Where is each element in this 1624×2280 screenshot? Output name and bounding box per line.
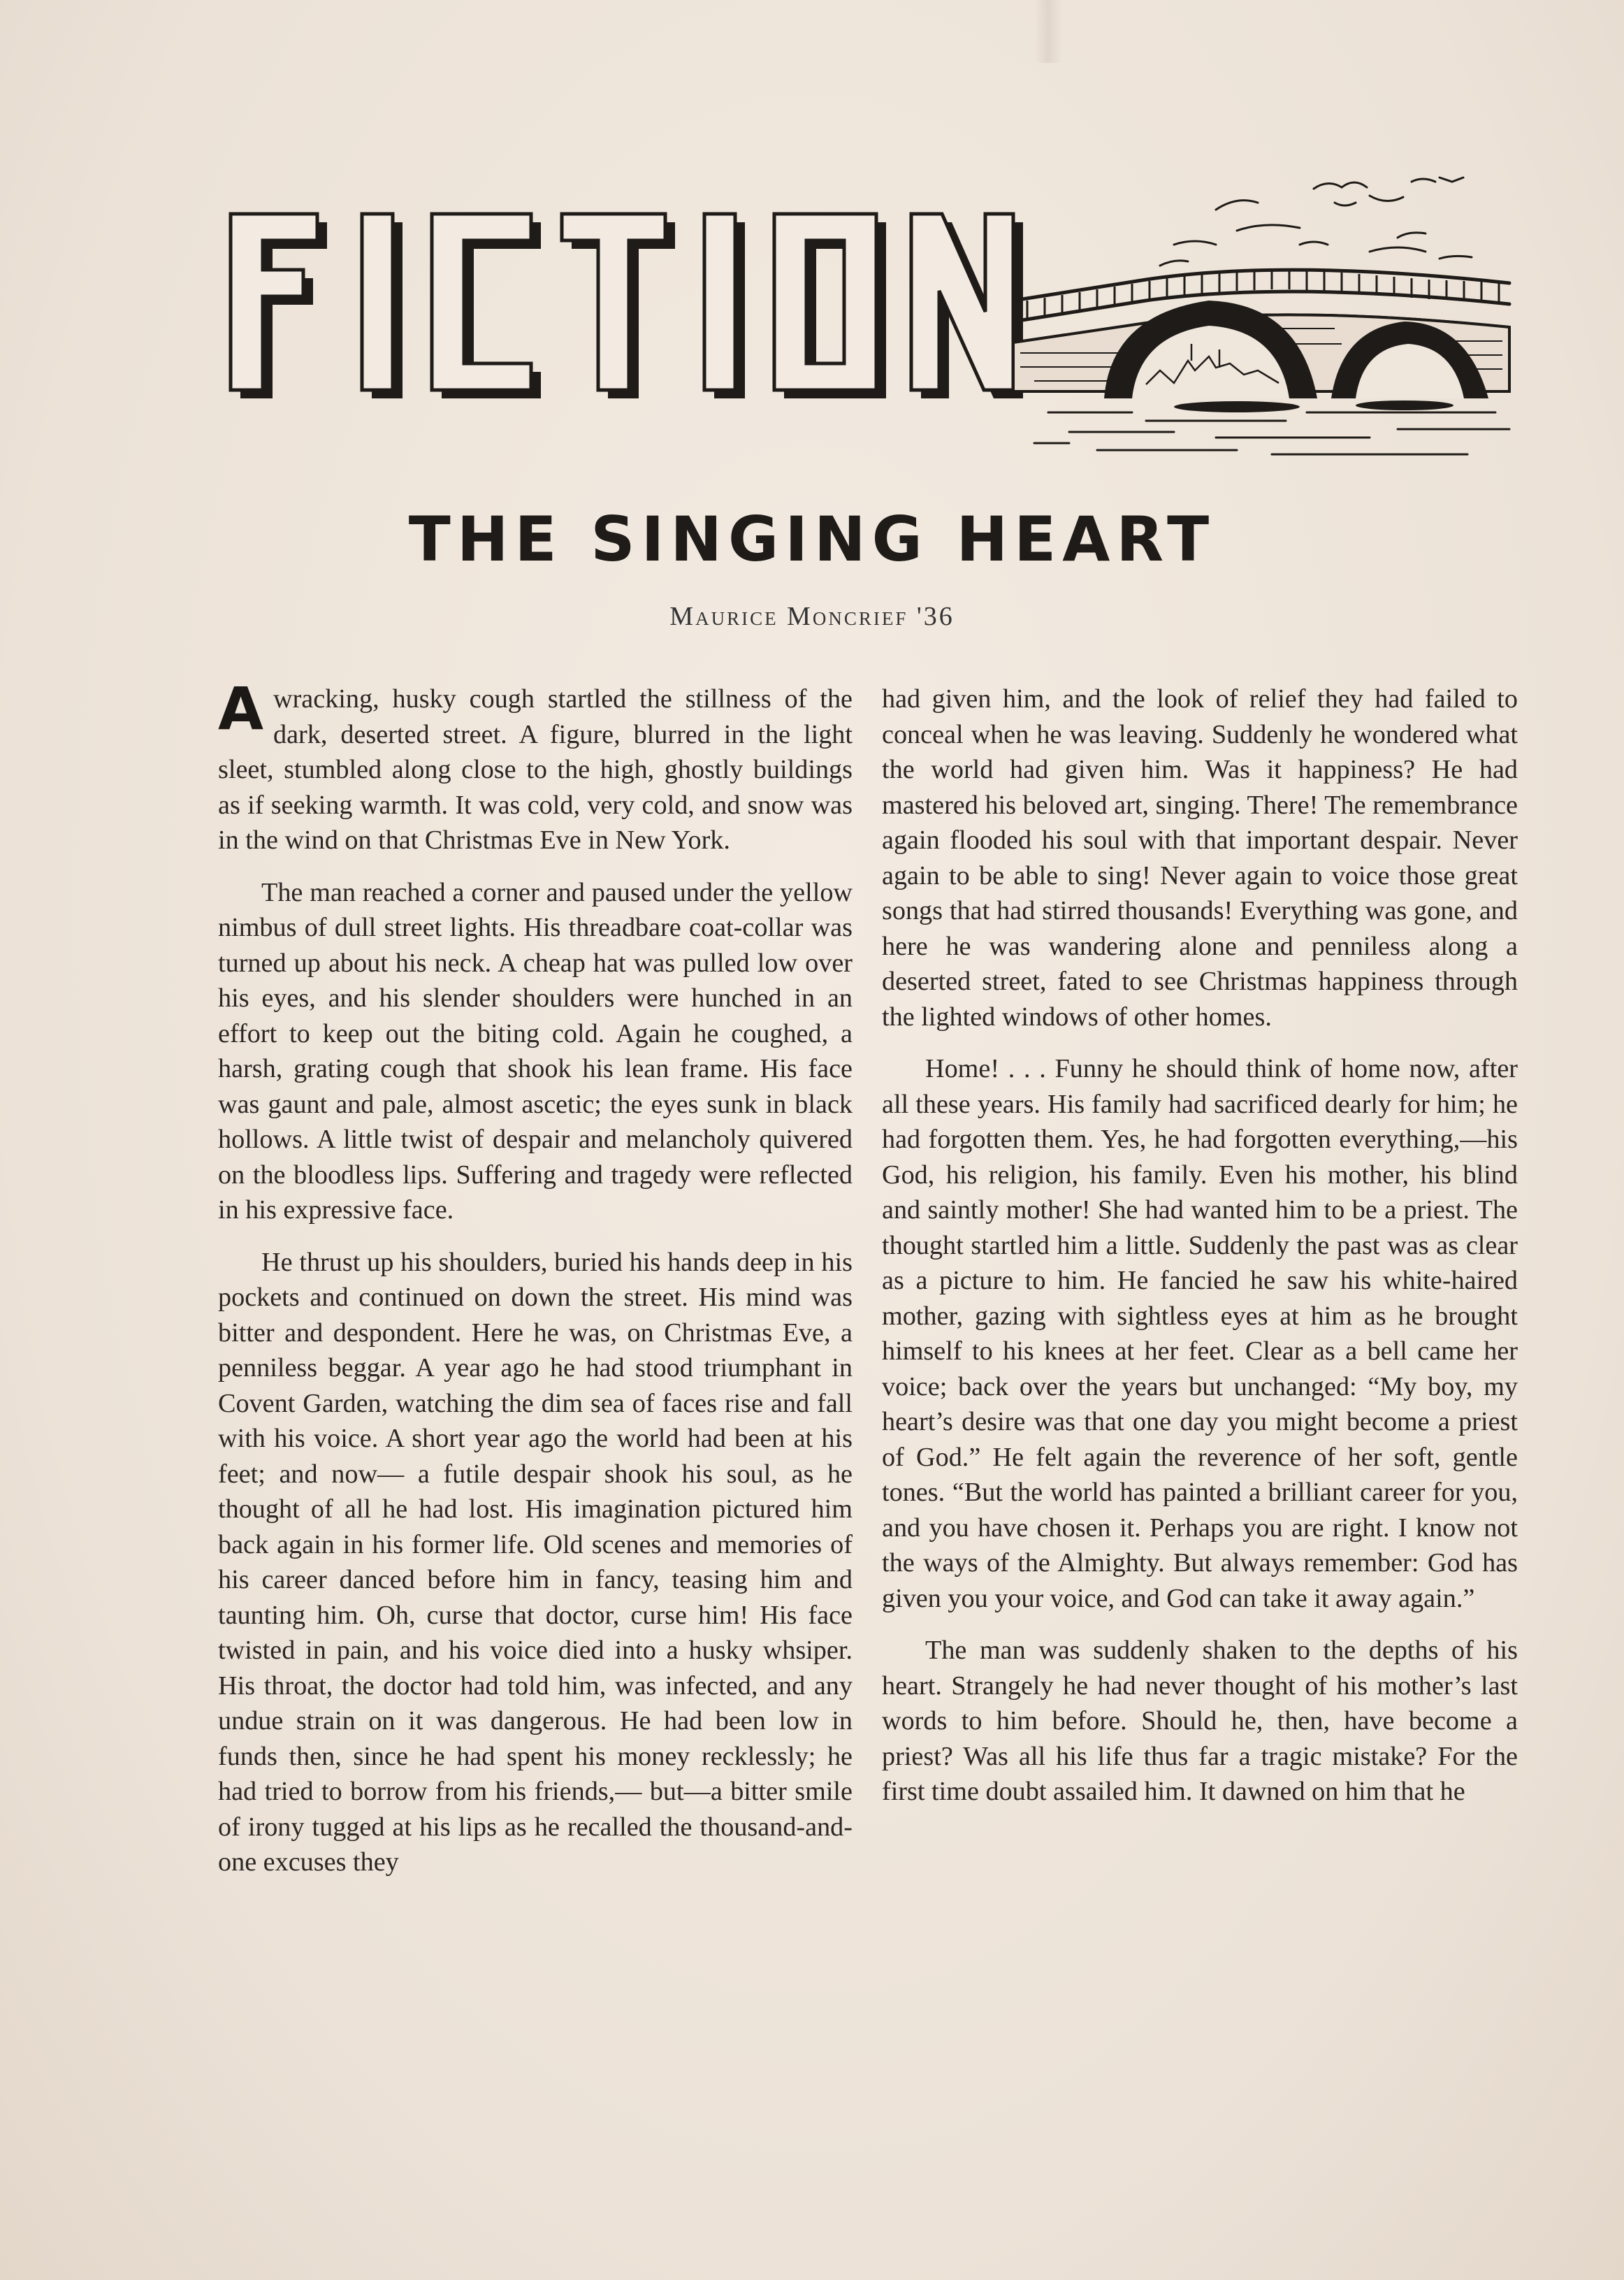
letter-c: [432, 214, 541, 398]
article-column-left: [218, 674, 853, 1880]
paragraph-3: He thrust up his shoulders, buried his hands deep in his pockets and continued on down the street. His mind was bitter and despondent. Here he was, on Christmas Eve, a penniless beggar. A year ago he had stood triumphant in Covent Garden, watching the dim sea of faces rise and fall with his voice. A short year ago the world had been at his feet; and now— a futile despair shook his soul, as he thought of all he had lost. His imagination pictured him back again in his former life. Old scenes and memories of his career danced before him in fancy, teasing him and taunting him. Oh, curse that doctor, curse him! His face twisted in pain, and his voice died into a husky whsiper. His throat, the doctor had told him, was infected, and any undue strain on it was dangerous. He had been low in funds then, since he had spent his money recklessly; he had tried to borrow from his friends,— but—a bitter smile of irony tugged at his lips as he recalled the thousand-and-one excuses they: [218, 1247, 853, 1877]
author-byline: Maurice Moncrief '36: [669, 602, 955, 631]
paragraph-2: The man reached a corner and paused under the yellow nimbus of dull street lights. His threadbare coat-collar was turned up about his neck. A cheap hat was pulled low over his eyes, and his slender shoulders were hunched in an effort to keep out the biting cold. Again he coughed, a harsh, grating cough that shook his lean frame. His face was gaunt and pale, almost ascetic; the eyes sunk in black hollows. A little twist of despair and melancholy quivered on the bloodless lips. Suffering and tragedy were reflected in his expressive face.: [218, 877, 853, 1225]
paper-fold-shadow: [1034, 0, 1062, 63]
letter-i-1: [362, 214, 403, 398]
article-column-right: [882, 681, 1518, 1810]
paragraph-1: [218, 674, 853, 858]
letter-f: [231, 214, 327, 398]
bridge-illustration: [1006, 161, 1523, 478]
section-heading-graphic: [222, 208, 1026, 404]
bridge-drawing: [1006, 161, 1523, 475]
paragraph-4: had given him, and the look of relief they had failed to conceal when he was leaving. Suddenly he wondered what the world had given him. Was it happiness? He had mastered his beloved art, singing. There! The remembrance again flooded his soul with that important despair. Never again to be able to sing! Never again to voice those great songs that had stirred thousands! Everything was gone, and here he was wandering alone and penniless along a deserted street, fated to see Christmas happiness through the lighted windows of other homes.: [882, 684, 1518, 1032]
story-title: THE SINGING HEART: [408, 503, 1216, 575]
paragraph-5: Home! . . . Funny he should think of home now, after all these years. His family had sacrificed dearly for him; he had forgotten them. Yes, he had forgotten everything,—his God, his religion, his family. Even his mother, his blind and saintly mother! She had wanted him to be a priest. The thought startled him a little. Suddenly the past was as clear as a picture to him. He fancied he saw his white-haired mother, gazing with sightless eyes at him as he brought himself to his knees at her feet. Clear as a bell came her voice; back over the years but unchanged: “My boy, my heart’s desire was that one day you might become a priest of God.” He felt again the reverence of her soft, gentle tones. “But the world has painted a brilliant career for you, and you have chosen it. Perhaps you are right. I know not the ways of the Almighty. But always remember: God has given you your voice, and God can take it away again.”: [882, 1054, 1518, 1613]
letter-t: [562, 214, 675, 398]
paragraph-6: The man was suddenly shaken to the depths of his heart. Strangely he had never thought of his mother’s last words to him before. Should he, then, have become a priest? Was all his life thus far a tragic mistake? For the first time doubt assailed him. It dawned on him that he: [882, 1636, 1518, 1806]
drop-cap: A: [218, 674, 264, 743]
paragraph-1-text: wracking, husky cough startled the stillness of the dark, deserted street. A figure, blurred in the light sleet, stumbled along close to the high, ghostly buildings as if seeking warmth. It was cold, very cold, and snow was in the wind on that Christmas Eve in New York.: [218, 684, 853, 855]
letter-o: [774, 214, 886, 398]
letter-i-2: [704, 214, 745, 398]
section-heading: [222, 208, 1026, 404]
